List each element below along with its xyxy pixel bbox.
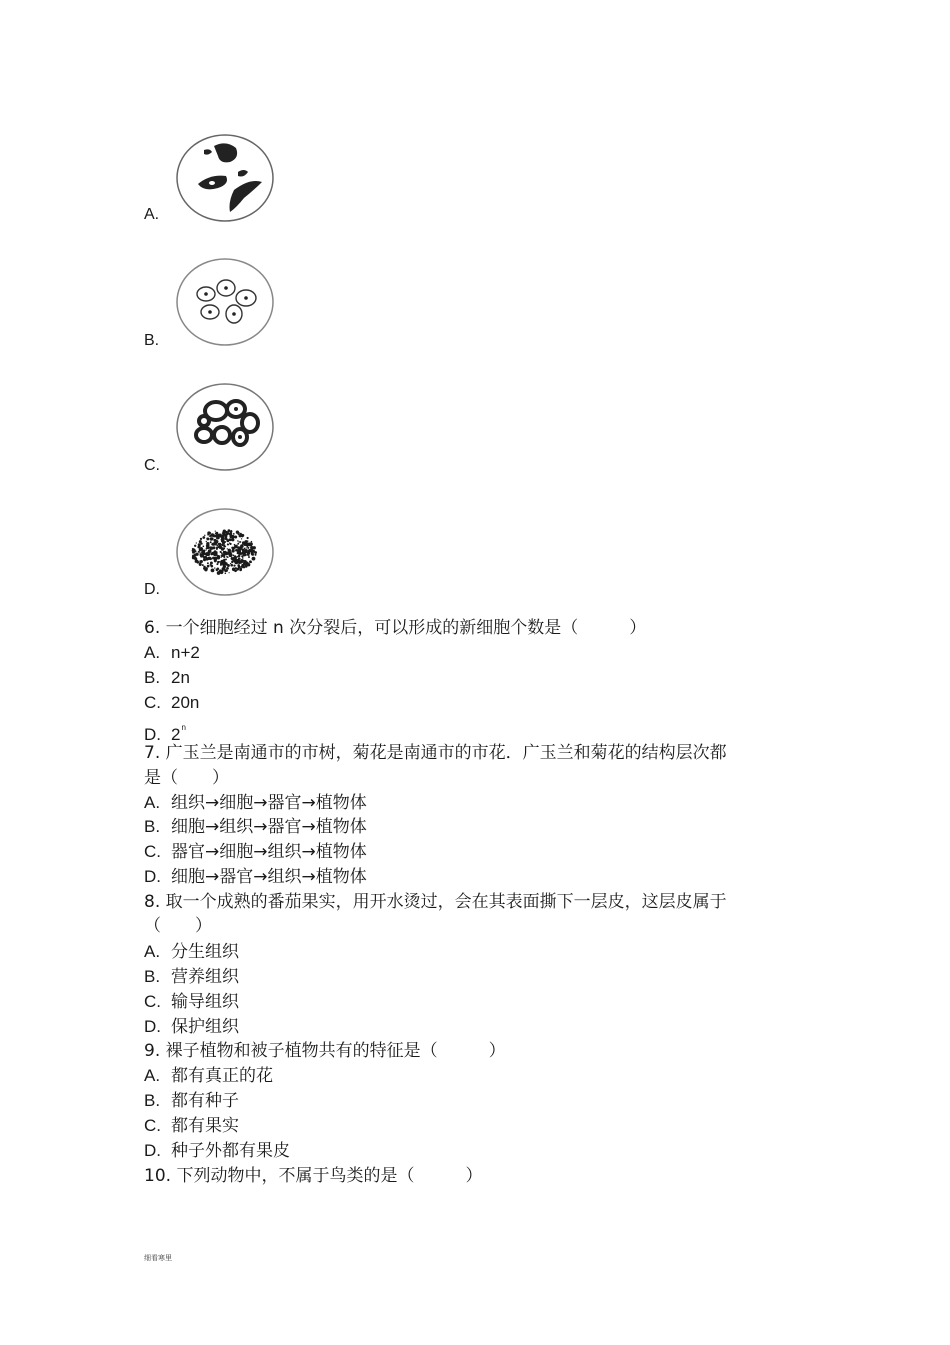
speckle	[239, 541, 240, 542]
speckle	[206, 541, 207, 542]
speckle	[195, 560, 198, 563]
speckle	[250, 549, 254, 553]
page-footer: 细看寒里	[144, 1254, 172, 1262]
speckle	[229, 538, 232, 541]
option-key: A.	[144, 643, 161, 662]
speckle	[224, 562, 226, 564]
cells-scattered-dark-icon	[174, 132, 276, 224]
option-text: 都有种子	[171, 1091, 239, 1111]
speckle	[204, 550, 206, 552]
speckle	[214, 567, 215, 568]
speckle	[207, 565, 210, 568]
speckle	[250, 561, 252, 563]
speckle	[228, 530, 229, 531]
speckle	[231, 538, 234, 541]
speckle	[204, 535, 205, 536]
option-text: 2	[171, 725, 181, 744]
speckle	[235, 549, 238, 552]
speckle	[209, 532, 211, 534]
speckle	[210, 537, 213, 540]
speckle	[220, 557, 221, 558]
speckle	[241, 538, 242, 539]
speckle	[231, 530, 233, 532]
option-key: D.	[144, 1017, 161, 1036]
speckle	[217, 571, 221, 575]
speckle	[210, 564, 212, 566]
speckle	[215, 530, 216, 531]
option-key: C.	[144, 1116, 161, 1135]
option-superscript: n	[181, 723, 186, 732]
speckle	[194, 545, 196, 547]
speckle	[214, 557, 218, 561]
speckle	[216, 563, 218, 565]
speckle	[220, 561, 224, 565]
option-text: 营养组织	[171, 967, 239, 987]
speckle	[242, 553, 244, 555]
speckle	[243, 562, 246, 565]
option-key: B.	[144, 967, 161, 986]
speckle	[202, 536, 205, 539]
speckle	[217, 561, 220, 564]
speckle	[252, 554, 254, 556]
answer-option	[144, 1016, 239, 1038]
speckle	[226, 553, 228, 555]
speckle	[224, 565, 226, 567]
speckle	[227, 532, 229, 534]
speckle	[230, 564, 233, 567]
speckle	[244, 543, 247, 546]
option-key: A.	[144, 1066, 161, 1085]
speckle	[243, 567, 245, 569]
speckle	[226, 567, 229, 570]
answer-option	[144, 866, 367, 888]
figure-option-label: B.	[144, 332, 160, 349]
speckle	[199, 560, 201, 562]
question-stem: 7. 广玉兰是南通市的市树，菊花是南通市的市花．广玉兰和菊花的结构层次都	[144, 743, 727, 763]
option-text: 保护组织	[171, 1017, 239, 1037]
speckle	[230, 543, 232, 545]
speckle	[217, 556, 219, 558]
speckle	[241, 566, 243, 568]
speckle	[231, 559, 233, 561]
option-key: A.	[144, 942, 161, 961]
speckle	[247, 540, 248, 541]
cells-overlapping-bubbles-icon	[174, 381, 276, 473]
option-key: A.	[144, 793, 161, 812]
answer-option	[144, 692, 199, 714]
speckle	[212, 547, 214, 549]
cells-dense-cluster-icon	[174, 506, 276, 598]
speckle	[251, 541, 252, 542]
speckle	[236, 531, 239, 534]
speckle	[192, 548, 194, 550]
answer-option	[144, 991, 239, 1013]
answer-option	[144, 642, 200, 664]
option-text: 输导组织	[171, 992, 239, 1012]
speckle	[216, 545, 218, 547]
cells-clear-separated-icon	[174, 256, 276, 348]
speckle	[203, 556, 205, 558]
question-stem-continued: 是（ ）	[144, 768, 229, 788]
option-text: 分生组织	[171, 942, 239, 962]
option-key: C.	[144, 992, 161, 1011]
speckle	[208, 554, 210, 556]
question-stem: 9. 裸子植物和被子植物共有的特征是（ ）	[144, 1041, 506, 1061]
option-text: 都有果实	[171, 1116, 239, 1136]
speckle	[192, 550, 193, 551]
option-text: 2n	[171, 668, 190, 687]
speckle	[238, 552, 241, 555]
option-key: D.	[144, 1141, 161, 1160]
speckle	[199, 548, 202, 551]
speckle	[208, 549, 212, 553]
speckle	[233, 555, 235, 557]
speckle	[248, 555, 250, 557]
speckle	[197, 546, 200, 549]
figure-option-label: C.	[144, 457, 160, 474]
speckle	[221, 552, 223, 554]
speckle	[247, 563, 250, 566]
speckle	[240, 568, 242, 570]
speckle	[226, 533, 227, 534]
speckle	[238, 566, 240, 568]
option-key: D.	[144, 867, 161, 886]
answer-option	[144, 1065, 273, 1087]
speckle	[209, 557, 212, 560]
speckle	[254, 554, 256, 556]
speckle	[195, 553, 198, 556]
answer-option	[144, 1140, 290, 1162]
speckle	[210, 541, 212, 543]
speckle	[234, 535, 237, 538]
speckle	[203, 552, 205, 554]
speckle	[215, 532, 218, 535]
option-text: 20n	[171, 693, 200, 712]
speckle	[207, 562, 209, 564]
question-stem-continued: （ ）	[144, 916, 212, 936]
speckle	[221, 547, 223, 549]
speckle	[235, 546, 237, 548]
speckle	[227, 543, 229, 545]
speckle	[202, 545, 204, 547]
speckle	[246, 547, 247, 548]
answer-option	[144, 792, 367, 814]
speckle	[233, 533, 235, 535]
speckle	[247, 552, 250, 555]
speckle	[200, 553, 203, 556]
speckle	[252, 558, 254, 560]
answer-option	[144, 841, 367, 863]
question-stem: 10. 下列动物中，不属于鸟类的是（ ）	[144, 1166, 483, 1186]
speckle	[210, 535, 212, 537]
option-key: B.	[144, 1091, 161, 1110]
speckle	[216, 537, 218, 539]
question-stem: 8. 取一个成熟的番茄果实，用开水烫过，会在其表面撕下一层皮，这层皮属于	[144, 892, 727, 912]
speckle	[237, 556, 239, 558]
speckle	[206, 549, 207, 550]
speckle	[205, 557, 208, 560]
speckle	[233, 568, 235, 570]
speckle	[211, 569, 215, 573]
speckle	[221, 539, 222, 540]
speckle	[206, 552, 207, 553]
speckle	[196, 542, 197, 543]
speckle	[230, 563, 231, 564]
speckle	[242, 549, 245, 552]
speckle	[213, 534, 216, 537]
speckle	[231, 549, 234, 552]
option-key: C.	[144, 693, 161, 712]
speckle	[221, 555, 222, 556]
option-text: 组织→细胞→器官→植物体	[171, 793, 367, 813]
speckle	[200, 538, 202, 540]
speckle	[247, 543, 251, 547]
speckle	[237, 540, 238, 541]
speckle	[226, 556, 228, 558]
speckle	[233, 564, 235, 566]
figure-option-label: A.	[144, 206, 160, 223]
speckle	[245, 550, 246, 551]
speckle	[243, 553, 246, 556]
answer-option	[144, 941, 239, 963]
option-text: 细胞→器官→组织→植物体	[171, 867, 367, 887]
speckle	[229, 553, 232, 556]
option-text: 细胞→组织→器官→植物体	[171, 817, 367, 837]
speckle	[222, 541, 225, 544]
speckle	[244, 551, 246, 553]
speckle	[213, 542, 217, 546]
speckle	[215, 552, 217, 554]
speckle	[222, 533, 225, 536]
option-text: 器官→细胞→组织→植物体	[171, 842, 367, 862]
speckle	[219, 561, 220, 562]
option-text: 都有真正的花	[171, 1066, 273, 1086]
speckle	[242, 557, 244, 559]
speckle	[203, 568, 205, 570]
speckle	[247, 537, 249, 539]
speckle	[199, 540, 202, 543]
figure-option-label: D.	[144, 581, 160, 598]
speckle	[225, 546, 226, 547]
speckle	[225, 536, 228, 539]
speckle	[229, 535, 233, 539]
option-key: B.	[144, 817, 161, 836]
answer-option	[144, 966, 239, 988]
option-text: n+2	[171, 643, 200, 662]
speckle	[208, 546, 210, 548]
speckle	[242, 536, 243, 537]
speckle	[206, 537, 209, 540]
speckle	[226, 564, 228, 566]
speckle	[222, 568, 224, 570]
speckle	[225, 558, 227, 560]
answer-option	[144, 1115, 239, 1137]
speckle	[220, 571, 223, 574]
option-key: C.	[144, 842, 161, 861]
speckle	[254, 551, 257, 554]
answer-option	[144, 1090, 239, 1112]
speckle	[229, 572, 230, 573]
answer-option	[144, 816, 367, 838]
speckle	[198, 543, 201, 546]
option-key: B.	[144, 668, 161, 687]
speckle	[202, 564, 204, 566]
speckle	[225, 573, 227, 575]
speckle	[199, 562, 201, 564]
speckle	[216, 567, 219, 570]
speckle	[192, 555, 194, 557]
speckle	[227, 548, 228, 549]
speckle	[240, 544, 244, 548]
speckle	[212, 551, 214, 553]
speckle	[237, 543, 239, 545]
answer-option	[144, 667, 190, 689]
speckle	[222, 553, 225, 556]
speckle	[252, 548, 253, 549]
speckle	[239, 561, 242, 564]
option-text: 种子外都有果皮	[171, 1141, 290, 1161]
question-stem: 6. 一个细胞经过 n 次分裂后，可以形成的新细胞个数是（ ）	[144, 618, 647, 638]
option-key: D.	[144, 725, 161, 744]
speckle	[223, 544, 225, 546]
speckle	[216, 547, 218, 549]
